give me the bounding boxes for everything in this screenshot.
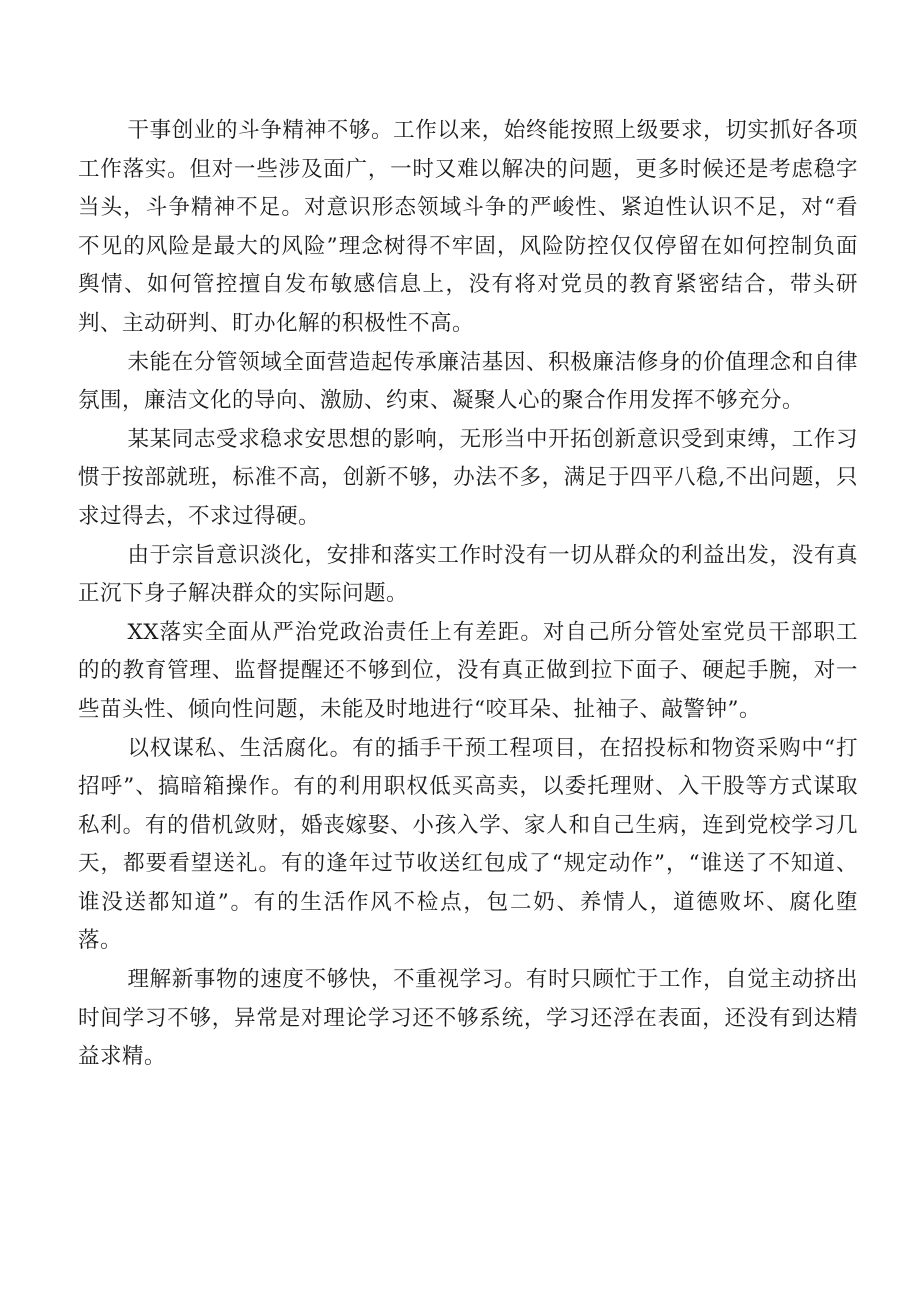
paragraph-struggle-spirit: 干事创业的斗争精神不够。工作以来，始终能按照上级要求，切实抓好各项工作落实。但对一些涉及面广，一时又难以解决的问题，更多时候还是考虑稳字当头，斗争精神不足。对意识形态领域斗争的严峻性、紧迫性认识不足，对“看不见的风险是最大的风险”理念树得不牢固，风险防控仅仅停留在如何控制负面舆情、如何管控擅自发布敏感信息上，没有将对党员的教育紧密结合，带头研判、主动研判、盯办化解的积极性不高。 — [78, 118, 858, 336]
paragraph-party-responsibility: XX落实全面从严治党政治责任上有差距。对自己所分管处室党员干部职工的的教育管理、监督提醒还不够到位，没有真正做到拉下面子、硬起手腕，对一些苗头性、倾向性问题，未能及时地进行“咬耳朵、扯袖子、敲警钟”。 — [78, 619, 858, 722]
paragraph-purpose-awareness: 由于宗旨意识淡化，安排和落实工作时没有一切从群众的利益出发，没有真正沉下身子解决群众的实际问题。 — [78, 542, 858, 607]
document-body — [78, 112, 858, 1077]
paragraph-innovation: 某某同志受求稳求安思想的影响，无形当中开拓创新意识受到束缚，工作习惯于按部就班，标准不高，创新不够，办法不多，满足于四平八稳,不出问题，只求过得去，不求过得硬。 — [78, 426, 858, 529]
paragraph-learning: 理解新事物的速度不够快，不重视学习。有时只顾忙于工作，自觉主动挤出时间学习不够，异常是对理论学习还不够系统，学习还浮在表面，还没有到达精益求精。 — [78, 967, 858, 1070]
paragraph-integrity-culture: 未能在分管领域全面营造起传承廉洁基因、积极廉洁修身的价值理念和自律氛围，廉洁文化的导向、激励、约束、凝聚人心的聚合作用发挥不够充分。 — [78, 349, 858, 414]
paragraph-corruption: 以权谋私、生活腐化。有的插手干预工程项目，在招投标和物资采购中“打招呼”、搞暗箱操作。有的利用职权低买高卖，以委托理财、入干股等方式谋取私利。有的借机敛财，婚丧嫁娶、小孩入学、家人和自己生病，连到党校学习几天，都要看望送礼。有的逢年过节收送红包成了“规定动作”，“谁送了不知道、谁没送都知道”。有的生活作风不检点，包二奶、养情人，道德败坏、腐化堕落。 — [78, 735, 858, 954]
